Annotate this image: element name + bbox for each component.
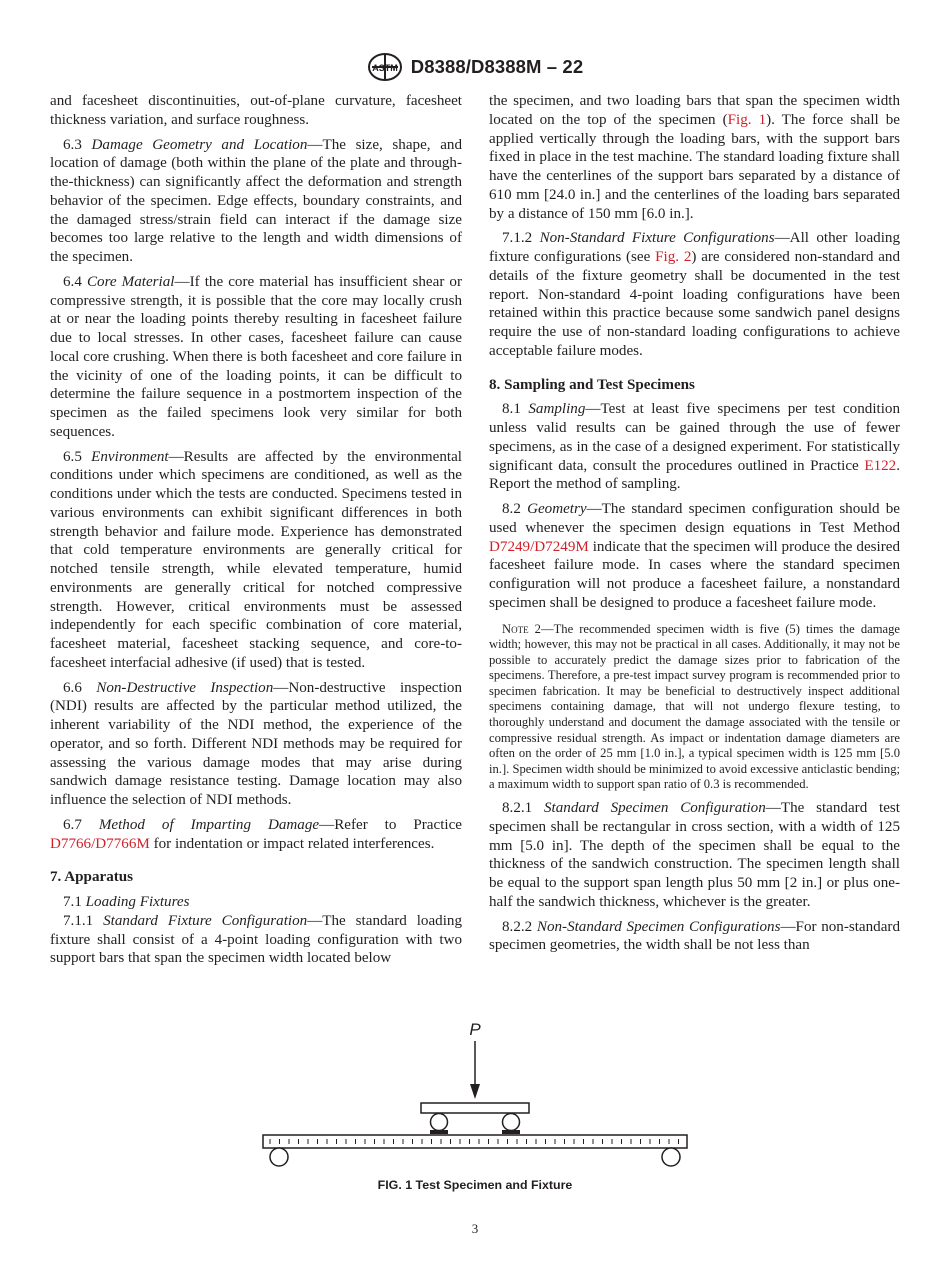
heading-apparatus: 7. Apparatus <box>50 869 134 886</box>
astm-logo-icon <box>367 52 403 82</box>
left-column <box>50 92 462 974</box>
section-7-1-1: 7.1.1 Standard Fixture Configuration—The standard loading fixture shall consist of a 4-point loading configuration with two support bars that span the specimen width located below <box>50 912 463 967</box>
section-8-2: 8.2 Geometry—The standard specimen configuration should be used whenever the specimen design equations in Test Method D7249/D7249M indicate that the specimen will produce the desired facesheet failure mode. In cases where the standard specimen configuration will not produce a facesheet failure, a nonstandard specimen shall be designed to produce a facesheet failure mode. <box>489 501 900 611</box>
page-number: 3 <box>471 1221 479 1236</box>
paragraph-continuation-right: the specimen, and two loading bars that span the specimen width located on the top of the specimen (Fig. 1). The force shall be applied vertically through the loading bars, with the support bars fixed in place in the test machine. The standard loading fixture shall have the centerlines of the support bars separated by a distance of 610 mm [24.0 in.] and the centerlines of the loading bars separated by a distance of 150 mm [6.0 in.]. <box>489 93 900 222</box>
reference-link-fig-2[interactable]: Fig. 2 <box>655 249 692 265</box>
load-arrow-icon <box>470 1041 480 1099</box>
section-8-1: 8.1 Sampling—Test at least five specimens per test condition unless valid results can be gained through the use of fewer specimens, as in the case of a designed experiment. For statistically significant data, consult the procedures outlined in Practice E122. Report the method of sampling. <box>489 401 900 493</box>
heading-sampling: 8. Sampling and Test Specimens <box>489 376 695 393</box>
figure-caption: FIG. 1 Test Specimen and Fixture <box>377 1178 573 1192</box>
loading-pad-left <box>430 1130 448 1134</box>
reference-link-e122[interactable]: E122 <box>864 457 897 474</box>
svg-text:ASTM: ASTM <box>372 63 398 73</box>
reference-link-d7766[interactable]: D7766/D7766M <box>50 835 150 852</box>
section-6-5: 6.5 Environment—Results are affected by the environmental conditions under which specimens are conditioned, as well as the conditions under which the tests are conducted. Specimens tested in various environments can exhibit significant differences in both strength behavior and failure mode. Experience has demonstrated that cold temperature environments are generally critical for notched tensile strength, while elevated temperature, humid environments are generally critical for notched compressive strength. However, critical environments must be assessed independently for each specific combination of core material, facesheet material, facesheet stacking sequence, and core-to-facesheet interfacial adhesive (if used) that is tested. <box>50 448 462 671</box>
section-7-1-2: 7.1.2 Non-Standard Fixture Configurations—All other loading fixture configurations (see Fig. 2) are considered non-standard and details of the fixture geometry shall be documented in the test report. Non-standard 4-point loading configurations have been retained within this practice because some sandwich panel designs require the use of non-standard loading configurations to achieve acceptable failure modes. <box>489 230 900 359</box>
support-roller-right <box>662 1148 680 1166</box>
page-header <box>0 52 950 82</box>
support-roller-left <box>270 1148 288 1166</box>
figure-test-fixture <box>255 1012 695 1177</box>
right-column <box>489 92 900 961</box>
note-2: Note 2—The recommended specimen width is five (5) times the damage width; however, this may not be practical in all cases. Additionally, it may not be possible to accurately predict the damage sizes prior to fabrication of the specimens. Therefore, a pre-test impact survey program is recommended prior to specimen fabrication. It may be beneficial to destructively inspect additional specimens containing damage, that will not undergo flexure testing, to thoroughly understand and document the damage associated with the tensile or compressive residual strength. As impact or indentation damage diameters are often on the order of 25 mm [1.0 in.], a typical specimen width is 125 mm [5.0 in.]. Specimen width should be minimized to avoid excessive anticlastic bending; a maximum width to support span ratio of 0.3 is recommended. <box>489 621 900 792</box>
section-6-6: 6.6 Non-Destructive Inspection—Non-destructive inspection (NDI) results are affected by the particular method utilized, the inherent variability of the NDI method, the experience of the operator, and so forth. Different NDI methods may be required for assessing the various damage modes that may arise during sandwich damage resistance testing. Damage location may also influence the selection of NDI methods. <box>50 679 462 808</box>
reference-link-fig-1[interactable]: Fig. 1 <box>727 111 767 128</box>
section-6-7: 6.7 Method of Imparting Damage—Refer to Practice D7766/D7766M for indentation or impact related interferences. <box>50 816 462 852</box>
section-6-3: 6.3 Damage Geometry and Location—The size, shape, and location of damage (both within the plane of the plate and through-the-thickness) can significantly affect the deformation and strength behavior of the specimen. Edge effects, boundary constraints, and the damaged stress/strain field can interact if the damage size becomes too large relative to the length and width dimensions of the specimen. <box>50 136 462 265</box>
section-6-4: 6.4 Core Material—If the core material has insufficient shear or compressive strength, it is possible that the core may locally crush at or near the loading points thereby resulting in facesheet failure due to local stresses. In other cases, facesheet failure can cause local core crushing. When there is both facesheet and core failure in the vicinity of one of the loading points, it can be difficult to determine the failure sequence in a postmortem inspection of the specimen as the failed specimens look very similar for both sequences. <box>50 273 462 440</box>
loading-pad-right <box>502 1130 520 1134</box>
paragraph-continuation: and facesheet discontinuities, out-of-plane curvature, facesheet thickness variation, and surface roughness. <box>50 93 462 128</box>
document-designation: D8388/D8388M – 22 <box>410 56 584 77</box>
loading-bar <box>421 1103 529 1113</box>
load-label: P <box>469 1020 481 1039</box>
section-8-2-2: 8.2.2 Non-Standard Specimen Configurations—For non-standard specimen geometries, the width shall be not less than <box>489 918 900 954</box>
loading-roller-left <box>431 1114 448 1131</box>
section-8-2-1: 8.2.1 Standard Specimen Configuration—The standard test specimen shall be rectangular in cross section, with a width of 125 mm [5.0 in]. The depth of the specimen shall be equal to the thickness of the sandwich construction. The specimen length shall be equal to the support span length plus 50 mm [2 in.] or plus one-half the sandwich thickness, whichever is the greater. <box>489 800 900 910</box>
section-7-1: 7.1 Loading Fixtures <box>63 894 190 910</box>
reference-link-d7249[interactable]: D7249/D7249M <box>489 538 589 555</box>
loading-roller-right <box>503 1114 520 1131</box>
